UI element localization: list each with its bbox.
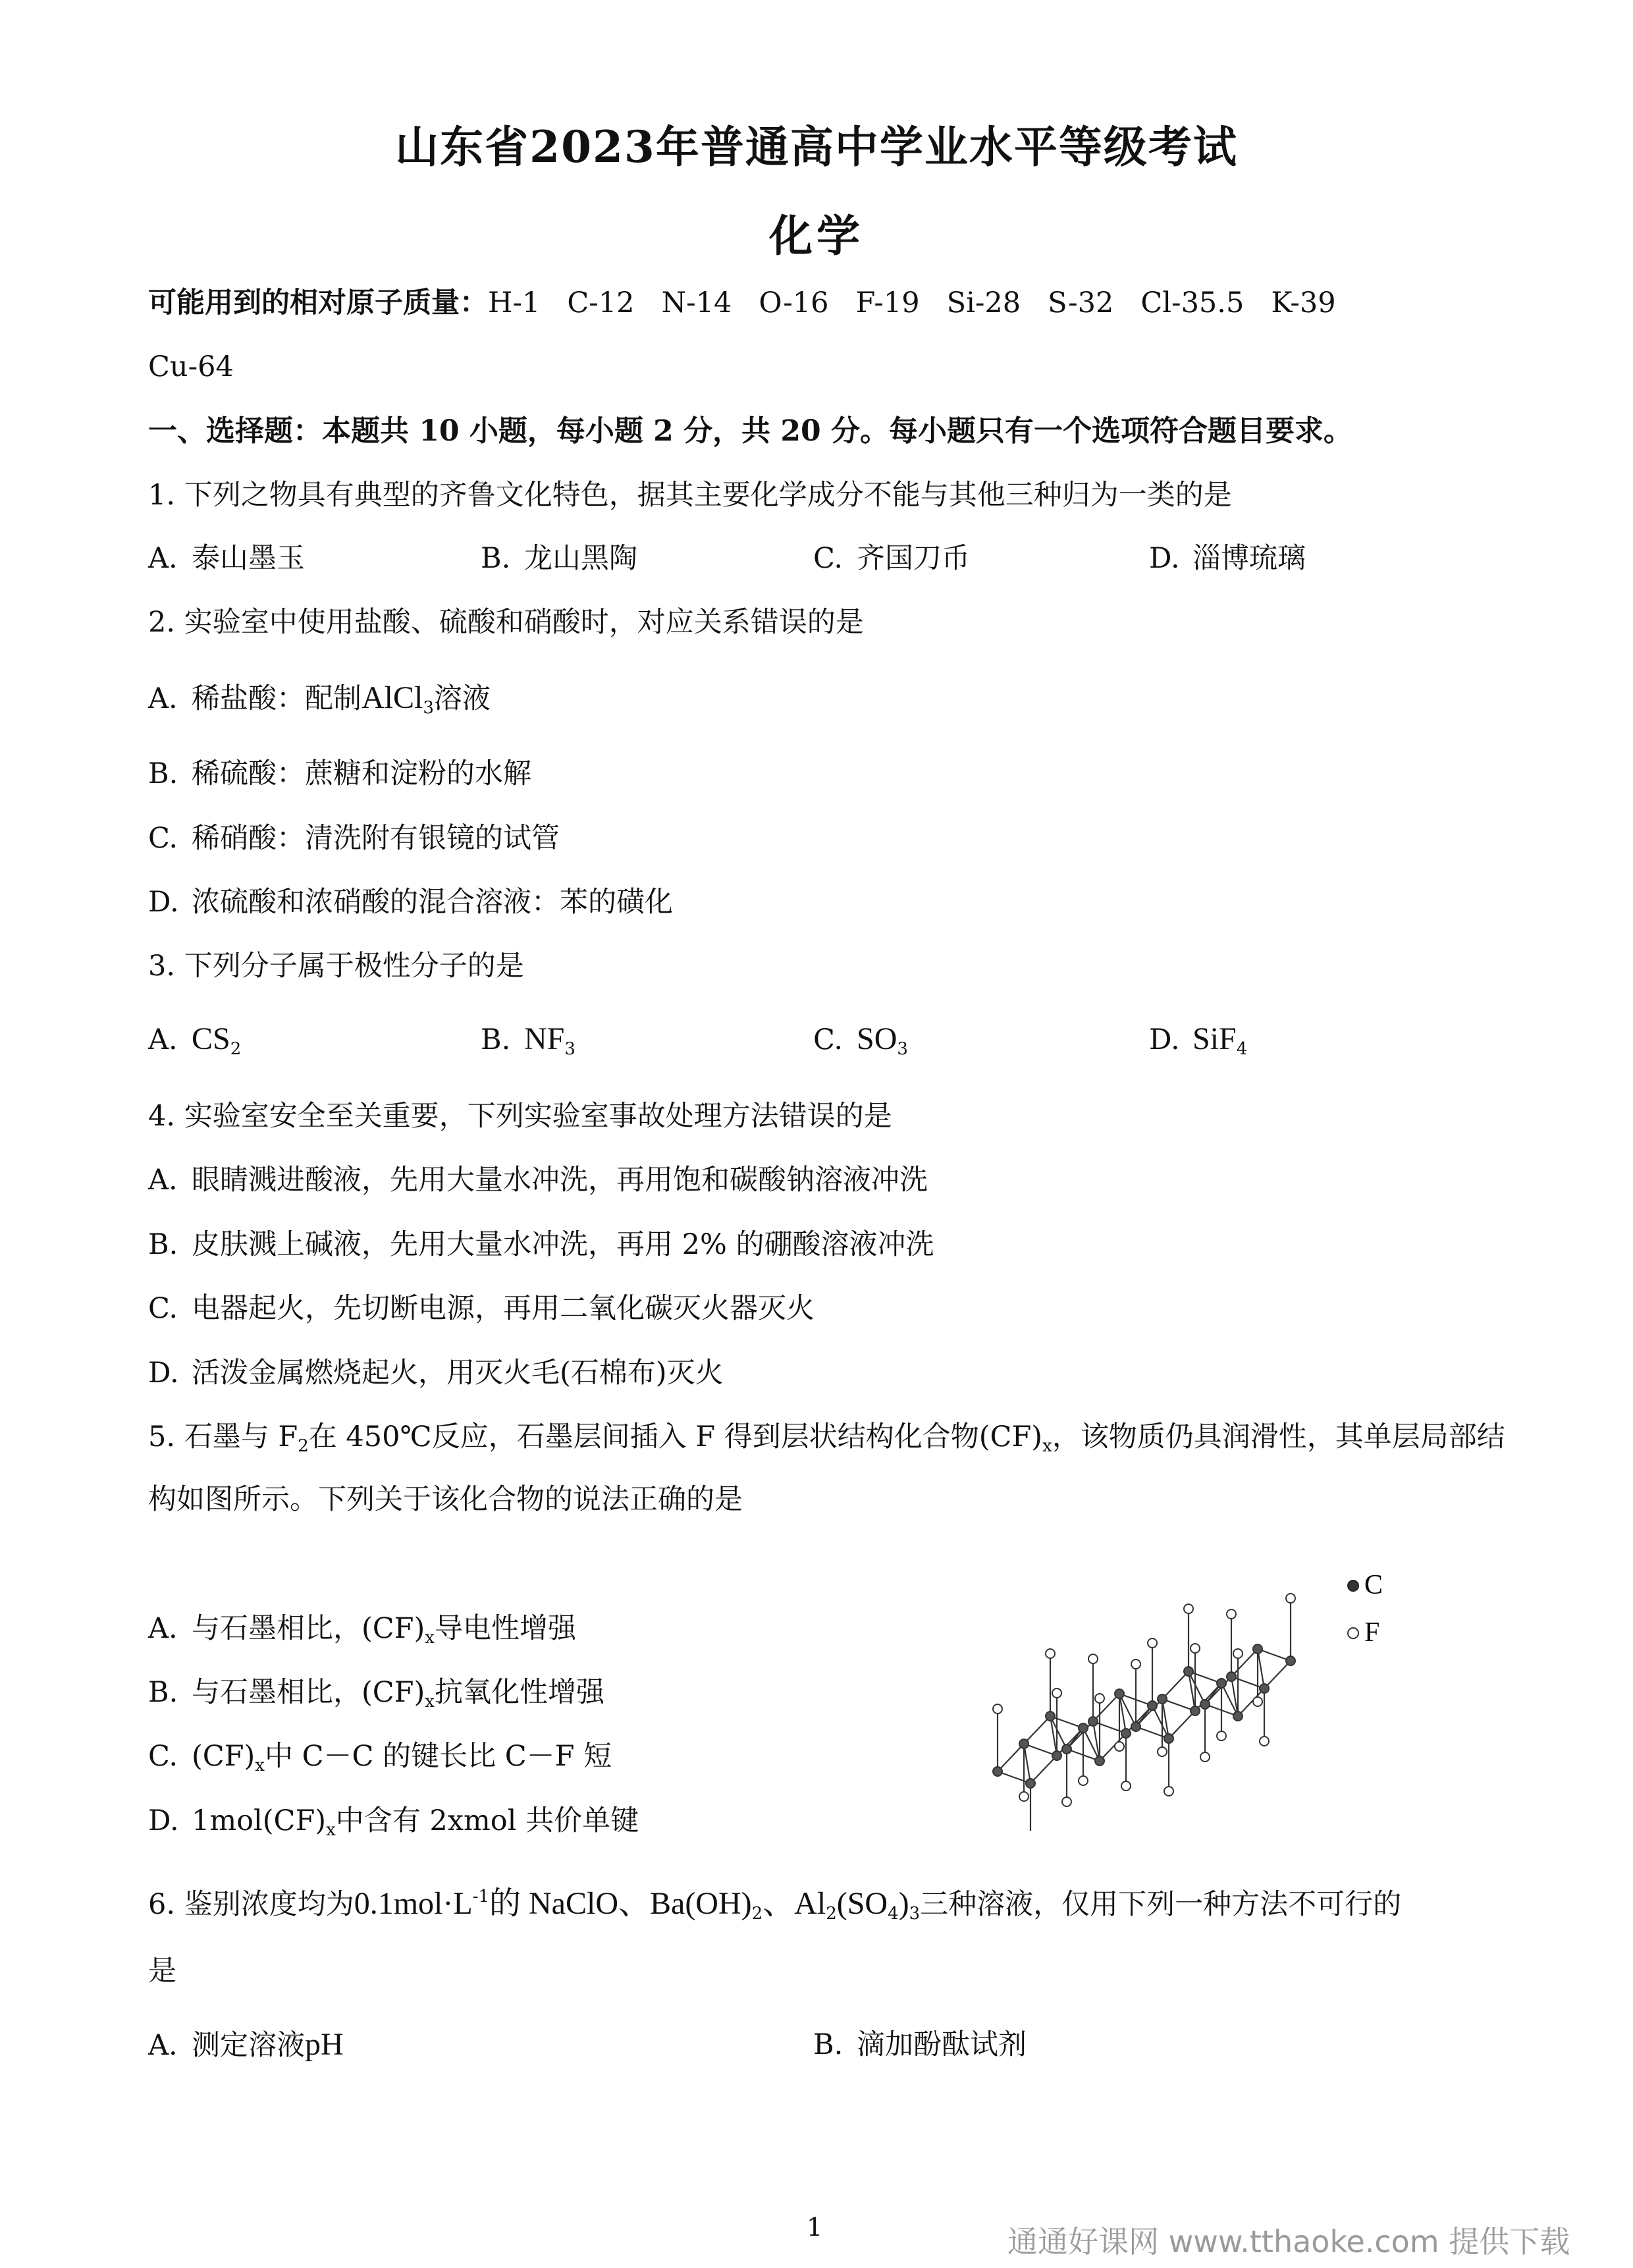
option-letter: B. xyxy=(148,757,178,790)
question-2-stem: 2. 实验室中使用盐酸、硫酸和硝酸时，对应关系错误的是 xyxy=(148,606,864,639)
option-text: 眼睛溅进酸液，先用大量水冲洗，再用饱和碳酸钠溶液冲洗 xyxy=(192,1164,928,1197)
option-text: 测定溶液 xyxy=(192,2029,305,2062)
f-atom xyxy=(1217,1731,1226,1741)
subscript: x xyxy=(326,1820,336,1840)
subscript: 3 xyxy=(423,698,434,718)
c-c-bond xyxy=(1024,1716,1050,1744)
stem-part: ) xyxy=(898,1886,909,1921)
stem-part: 三种溶液，仅用下列一种方法不可行的 xyxy=(920,1888,1402,1921)
subscript: 3 xyxy=(909,1904,921,1924)
legend-f-dot xyxy=(1348,1628,1358,1638)
option-text: 齐国刀币 xyxy=(857,542,970,575)
f-atom xyxy=(1200,1752,1210,1762)
option-pre: 与石墨相比，(CF) xyxy=(192,1612,425,1645)
stem-part: (SO xyxy=(836,1886,888,1921)
page-number: 1 xyxy=(807,2213,823,2242)
option-letter: C. xyxy=(148,1740,178,1773)
subscript: 2 xyxy=(751,1904,763,1924)
c-atom xyxy=(1260,1684,1269,1693)
option-text: 泰山墨玉 xyxy=(192,542,305,575)
q6-option-a xyxy=(148,2025,344,2065)
c-atom xyxy=(1148,1701,1157,1710)
f-atom xyxy=(1052,1688,1061,1698)
c-atom xyxy=(1019,1739,1029,1748)
q1-option-c xyxy=(813,539,970,578)
question-5-stem-line2: 构如图所示。下列关于该化合物的说法正确的是 xyxy=(148,1483,743,1516)
formula: pH xyxy=(305,2027,344,2062)
stem-part: ，该物质仍具润滑性，其单层局部结 xyxy=(1052,1420,1505,1453)
f-atom xyxy=(1079,1776,1088,1785)
stem-part: 5. 石墨与 F xyxy=(148,1420,298,1453)
f-atom xyxy=(1148,1638,1157,1648)
option-letter: B. xyxy=(148,1228,178,1261)
option-pre: 与石墨相比，(CF) xyxy=(192,1676,425,1709)
f-atom xyxy=(1158,1747,1167,1756)
c-atom xyxy=(1046,1712,1055,1721)
question-1-stem: 1. 下列之物具有典型的齐鲁文化特色，据其主要化学成分不能与其他三种归为一类的是 xyxy=(148,479,1232,512)
f-atom xyxy=(1062,1797,1071,1806)
c-atom xyxy=(1052,1751,1061,1760)
q2-option-b xyxy=(148,754,531,794)
f-atom xyxy=(1131,1660,1140,1669)
f-atom xyxy=(1046,1649,1055,1658)
option-text: 滴加酚酞试剂 xyxy=(857,2028,1027,2061)
option-letter: A. xyxy=(148,542,178,575)
subscript: 4 xyxy=(888,1904,899,1924)
option-letter: B. xyxy=(481,1023,511,1056)
option-letter: C. xyxy=(813,1023,843,1056)
q1-option-b xyxy=(481,539,637,578)
c-atom xyxy=(1164,1734,1173,1743)
option-letter: B. xyxy=(481,542,511,575)
q3-option-a xyxy=(148,1019,241,1069)
subscript: x xyxy=(425,1628,435,1648)
q2-option-c xyxy=(148,819,560,858)
subscript: 2 xyxy=(826,1904,837,1924)
option-letter: A. xyxy=(148,2029,178,2062)
stem-part: 、Al xyxy=(763,1886,826,1921)
q3-option-b xyxy=(481,1019,576,1069)
legend-c-label: C xyxy=(1364,1570,1383,1600)
q4-option-c xyxy=(148,1289,815,1328)
q5-option-d xyxy=(148,1801,639,1850)
structure-atoms xyxy=(993,1594,1295,1831)
f-atom xyxy=(1019,1792,1029,1801)
f-atom xyxy=(1115,1742,1124,1751)
option-letter: A. xyxy=(148,1164,178,1197)
formula: NF xyxy=(524,1021,565,1056)
option-text: 电器起火，先切断电源，再用二氧化碳灭火器灭火 xyxy=(192,1292,815,1325)
c-atom xyxy=(1088,1717,1098,1726)
f-atom xyxy=(1260,1737,1269,1746)
option-letter: C. xyxy=(148,1292,178,1325)
q3-option-d xyxy=(1149,1019,1247,1069)
f-atom xyxy=(1088,1654,1098,1663)
stem-part: 6. 鉴别浓度均为 xyxy=(148,1888,354,1921)
subscript: 2 xyxy=(230,1039,242,1059)
subscript: 4 xyxy=(1236,1039,1248,1059)
c-c-bond xyxy=(1258,1649,1264,1688)
f-atom xyxy=(993,1704,1002,1714)
q2-option-a xyxy=(148,678,491,728)
q5-option-b xyxy=(148,1673,604,1721)
f-atom xyxy=(1191,1644,1200,1653)
option-text: 龙山黑陶 xyxy=(524,542,637,575)
q6-option-b xyxy=(813,2025,1027,2065)
watermark: 通通好课网 www.tthaoke.com 提供下载 xyxy=(1007,2224,1570,2259)
c-c-bond xyxy=(1024,1744,1031,1783)
c-atom xyxy=(1200,1700,1210,1709)
f-atom xyxy=(1233,1649,1243,1658)
structure-legend xyxy=(1348,1570,1383,1648)
c-c-bond xyxy=(1162,1671,1189,1699)
subscript: 3 xyxy=(897,1039,908,1059)
subscript: x xyxy=(425,1692,435,1712)
option-text: 活泼金属燃烧起火，用灭火毛(石棉布)灭火 xyxy=(192,1357,724,1390)
question-4-stem: 4. 实验室安全至关重要，下列实验室事故处理方法错误的是 xyxy=(148,1100,892,1133)
c-c-bond xyxy=(1264,1661,1291,1688)
option-post: 中含有 2xmol 共价单键 xyxy=(335,1804,639,1837)
c-c-bond xyxy=(1169,1711,1195,1739)
q1-option-d xyxy=(1149,539,1306,578)
superscript: -1 xyxy=(472,1887,490,1906)
legend-c-dot xyxy=(1348,1580,1358,1591)
option-letter: B. xyxy=(813,2028,843,2061)
option-tail: 溶液 xyxy=(433,682,491,715)
question-6-stem-line2: 是 xyxy=(148,1955,176,1987)
structure-bonds xyxy=(998,1598,1291,1831)
c-atom xyxy=(1079,1723,1088,1733)
option-pre: 1mol(CF) xyxy=(192,1804,327,1837)
exam-title: 山东省2023年普通高中学业水平等级考试 xyxy=(395,121,1238,173)
atomic-masses-continuation: Cu-64 xyxy=(148,350,234,383)
option-letter: C. xyxy=(148,822,178,855)
c-atom xyxy=(1062,1744,1071,1754)
option-letter: B. xyxy=(148,1676,178,1709)
option-letter: A. xyxy=(148,1023,178,1056)
option-text: 皮肤溅上碱液，先用大量水冲洗，再用 2% 的硼酸溶液冲洗 xyxy=(192,1228,934,1261)
exam-subject: 化学 xyxy=(769,210,864,261)
legend-f-label: F xyxy=(1364,1617,1380,1648)
option-text: 稀硫酸：蔗糖和淀粉的水解 xyxy=(192,757,531,790)
subscript: x xyxy=(1042,1436,1052,1456)
f-atom xyxy=(1164,1787,1173,1796)
c-atom xyxy=(1026,1779,1035,1788)
stem-part: 在 450℃反应，石墨层间插入 F 得到层状结构化合物(CF) xyxy=(308,1420,1043,1453)
concentration: 0.1mol·L xyxy=(354,1886,473,1921)
subscript: 3 xyxy=(564,1039,576,1059)
formula: AlCl xyxy=(361,680,423,715)
option-letter: D. xyxy=(148,1357,179,1390)
section-heading: 一、选择题：本题共 10 小题，每小题 2 分，共 20 分。每小题只有一个选项符合题目要求。 xyxy=(148,414,1352,448)
formula: SO xyxy=(857,1021,897,1056)
f-atom xyxy=(1095,1694,1104,1703)
formula: SiF xyxy=(1192,1021,1237,1056)
f-atom xyxy=(1227,1609,1236,1619)
c-atom xyxy=(1191,1706,1200,1715)
subscript: 2 xyxy=(298,1436,309,1456)
c-atom xyxy=(1184,1667,1193,1676)
c-atom xyxy=(1115,1689,1124,1698)
c-atom xyxy=(1095,1756,1104,1766)
c-c-bond xyxy=(998,1744,1024,1771)
subscript: x xyxy=(255,1756,265,1775)
option-letter: D. xyxy=(1149,1023,1180,1056)
formula: CS xyxy=(192,1021,230,1056)
question-6-stem xyxy=(148,1877,1401,1933)
c-atom xyxy=(1286,1656,1295,1665)
q5-option-c xyxy=(148,1737,612,1785)
f-atom xyxy=(1286,1594,1295,1603)
option-text: 浓硫酸和浓硝酸的混合溶液：苯的磺化 xyxy=(192,886,673,919)
option-post: 中 C－C 的键长比 C－F 短 xyxy=(264,1740,612,1773)
c-c-bond xyxy=(1031,1756,1057,1783)
c-atom xyxy=(1217,1679,1226,1688)
c-atom xyxy=(1121,1729,1131,1738)
q4-option-b xyxy=(148,1225,934,1264)
q2-option-d xyxy=(148,882,673,922)
option-letter: D. xyxy=(1149,542,1180,575)
atomic-masses-values: H-1 C-12 N-14 O-16 F-19 Si-28 S-32 Cl-35.5 K-39 xyxy=(488,286,1336,319)
q4-option-d xyxy=(148,1353,724,1393)
option-text: 稀硝酸：清洗附有银镜的试管 xyxy=(192,822,560,855)
c-atom xyxy=(993,1767,1002,1776)
option-pre: (CF) xyxy=(192,1740,255,1773)
question-3-stem: 3. 下列分子属于极性分子的是 xyxy=(148,950,524,983)
stem-part: 的 NaClO、Ba(OH) xyxy=(489,1886,752,1921)
option-letter: D. xyxy=(148,1804,179,1837)
atomic-masses xyxy=(148,283,1336,323)
option-letter: C. xyxy=(813,542,843,575)
option-post: 导电性增强 xyxy=(434,1612,576,1645)
option-post: 抗氧化性增强 xyxy=(434,1676,604,1709)
f-atom xyxy=(1253,1697,1262,1706)
question-5-stem xyxy=(148,1417,1505,1466)
c-atom xyxy=(1227,1672,1236,1681)
q1-option-a xyxy=(148,539,305,578)
q4-option-a xyxy=(148,1160,928,1200)
atomic-masses-label: 可能用到的相对原子质量： xyxy=(148,286,488,319)
option-text: 稀盐酸：配制 xyxy=(192,682,361,715)
c-atom xyxy=(1253,1644,1262,1654)
q5-option-a xyxy=(148,1609,576,1658)
q3-option-c xyxy=(813,1019,908,1069)
option-letter: A. xyxy=(148,1612,178,1645)
f-atom xyxy=(1121,1781,1131,1791)
cf-structure-figure xyxy=(961,1521,1422,1831)
c-atom xyxy=(1233,1712,1243,1721)
c-atom xyxy=(1158,1694,1167,1704)
c-atom xyxy=(1131,1722,1140,1731)
option-text: 淄博琉璃 xyxy=(1192,542,1306,575)
f-atom xyxy=(1184,1604,1193,1613)
option-letter: A. xyxy=(148,682,178,715)
option-letter: D. xyxy=(148,886,179,919)
